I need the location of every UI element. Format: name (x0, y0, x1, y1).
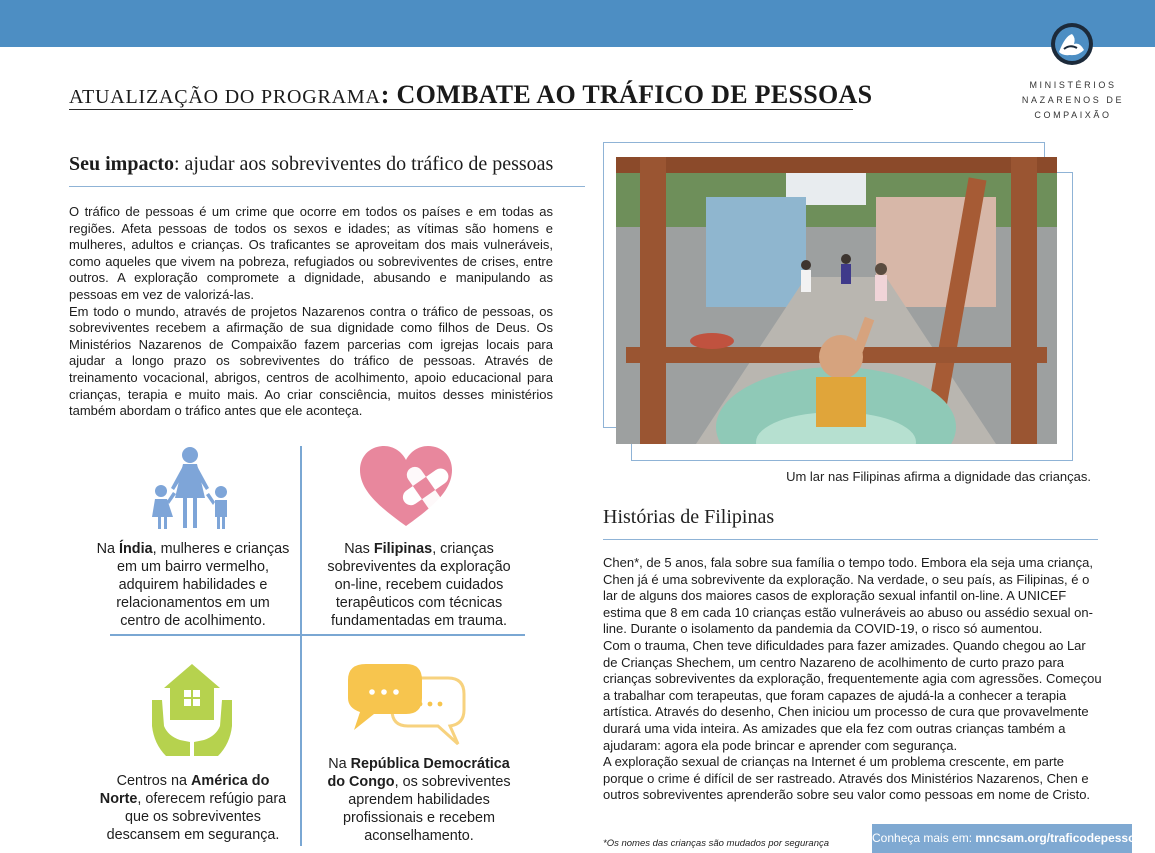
stories-heading: Histórias de Filipinas (603, 506, 775, 528)
stories-text (603, 555, 1103, 804)
learn-more-label: Conheça mais em: (872, 831, 976, 845)
region-india-pre: Na (96, 541, 120, 557)
region-north-america-pre: Centros na (116, 773, 191, 789)
page-title (69, 80, 872, 110)
family-icon (143, 444, 239, 530)
photo-caption: Um lar nas Filipinas afirma a dignidade das crianças. (786, 469, 1091, 484)
impact-heading-bold: Seu impacto (69, 153, 174, 175)
region-north-america-post: , oferecem refúgio para que os sobreviventes descansem em segurança. (106, 791, 287, 843)
region-philippines-post: , crianças sobreviventes da exploração on-line, recebem cuidados terapêuticos com técnicas fundamentadas em trauma. (327, 541, 511, 629)
region-north-america-name: América do Norte (99, 773, 270, 807)
region-india-post: , mulheres e crianças em um bairro vermelho, adquirem habilidades e relacionamentos em um centro de acolhimento. (116, 541, 290, 629)
region-congo-pre: Na (328, 756, 351, 772)
ministry-logo-icon (1050, 22, 1094, 66)
region-philippines-pre: Nas (344, 541, 374, 557)
stories-divider (603, 539, 1098, 540)
grid-divider-vertical (300, 446, 302, 846)
region-philippines-name: Filipinas (373, 541, 433, 557)
stories-paragraph-1: Chen*, de 5 anos, fala sobre sua família o tempo todo. Embora ela seja uma criança, Chen já é uma sobrevivente da exploração. Na verdade, o seu país, as Filipinas, é o lar de alguns dos maiores casos de exploração sexual infantil on-line. A UNICEF estima que 8 em cada 10 crianças estão vulneráveis ao abuso ou assédio sexual on-line. Durante o isolamento da pandemia da COVID-19, o risco só aumentou. (603, 555, 1093, 637)
region-india-text (96, 540, 290, 630)
region-congo-post: , os sobreviventes aprendem habilidades profissionais e recebem aconselhamento. (343, 774, 511, 844)
title-main: COMBATE AO TRÁFICO DE PESSOAS (396, 80, 873, 109)
logo-line-2: NAZARENOS DE (1021, 95, 1125, 105)
impact-heading (69, 153, 553, 176)
intro-paragraph-1: O tráfico de pessoas é um crime que ocorre em todos os países e em todas as regiões. Afeta pessoas de todos os sexos e idades; as vítimas são homens e mulheres, adultos e crianças. Os traficantes se aproveitam dos mais vulneráveis, como aqueles que vivem na pobreza, refugiados ou sobreviventes de crises, entre outros. A exploração compromete a dignidade, abusando e manipulando as pessoas em vez de valorizá-las. (69, 204, 553, 302)
region-philippines-text (321, 540, 517, 630)
stories-paragraph-2: Com o trauma, Chen teve dificuldades para fazer amizades. Quando chegou ao Lar de Crianças Shechem, um centro Nazareno de acolhimento de curto prazo para crianças sobreviventes da exploração, frequentemente agia com agressões. Começou a trabalhar com terapeutas, que foram capazes de ajudá-la a conhecer a terapia artística. Através do desenho, Chen iniciou um processo de cura que provavelmente durará uma vida inteira. As amizades que ela fez com outras crianças também a ajudaram: agora ela pode brincar e aprender com segurança. (603, 637, 1102, 753)
logo-line-3: COMPAIXÃO (1034, 110, 1112, 120)
logo-line-1: MINISTÉRIOS (1029, 80, 1117, 90)
learn-more-link[interactable] (872, 824, 1149, 853)
house-hands-icon (150, 660, 234, 758)
chat-bubbles-icon (346, 662, 468, 748)
playground-photo (616, 157, 1057, 444)
top-banner (0, 0, 1155, 47)
title-underline (69, 109, 853, 110)
region-congo-name: República Democrática do Congo (327, 756, 510, 790)
intro-paragraph-2: Em todo o mundo, através de projetos Nazarenos contra o tráfico de pessoas, os sobreviventes recebem a afirmação de sua dignidade como filhos de Deus. Os Ministérios Nazarenos de Compaixão fazem parcerias com igrejas locais para ajudar a longo prazo os sobreviventes do tráfico de pessoas. Através de treinamento vocacional, abrigos, centros de acolhimento, apoio educacional para crianças, terapia e muito mais. Ao criar consciência, muitos desses ministérios também abordam o tráfico antes que ele aconteça. (69, 303, 553, 419)
playground-photo-art (616, 157, 1057, 444)
title-separator: : (380, 80, 397, 109)
stories-paragraph-3: A exploração sexual de crianças na Internet é um problema crescente, em parte porque o crime é difícil de ser rastreado. Através dos Ministérios Nazarenos, Chen e outros sobreviventes aprenderão sobre seu valor como pessoas em nome de Cristo. (603, 754, 1091, 803)
logo-text (1018, 78, 1128, 123)
learn-more-url[interactable]: mncsam.org/traficodepessoas (975, 831, 1149, 845)
heart-bandage-icon (358, 444, 454, 530)
intro-text (69, 204, 553, 420)
region-north-america-text (96, 772, 290, 844)
impact-heading-rest: : ajudar aos sobreviventes do tráfico de pessoas (174, 153, 554, 175)
footnote: *Os nomes das crianças são mudados por segurança (603, 838, 830, 849)
impact-divider (69, 186, 585, 187)
grid-divider-horizontal (110, 634, 525, 636)
region-congo-text (321, 755, 517, 845)
title-prefix: ATUALIZAÇÃO DO PROGRAMA (69, 86, 381, 108)
region-india-name: Índia (119, 541, 153, 557)
